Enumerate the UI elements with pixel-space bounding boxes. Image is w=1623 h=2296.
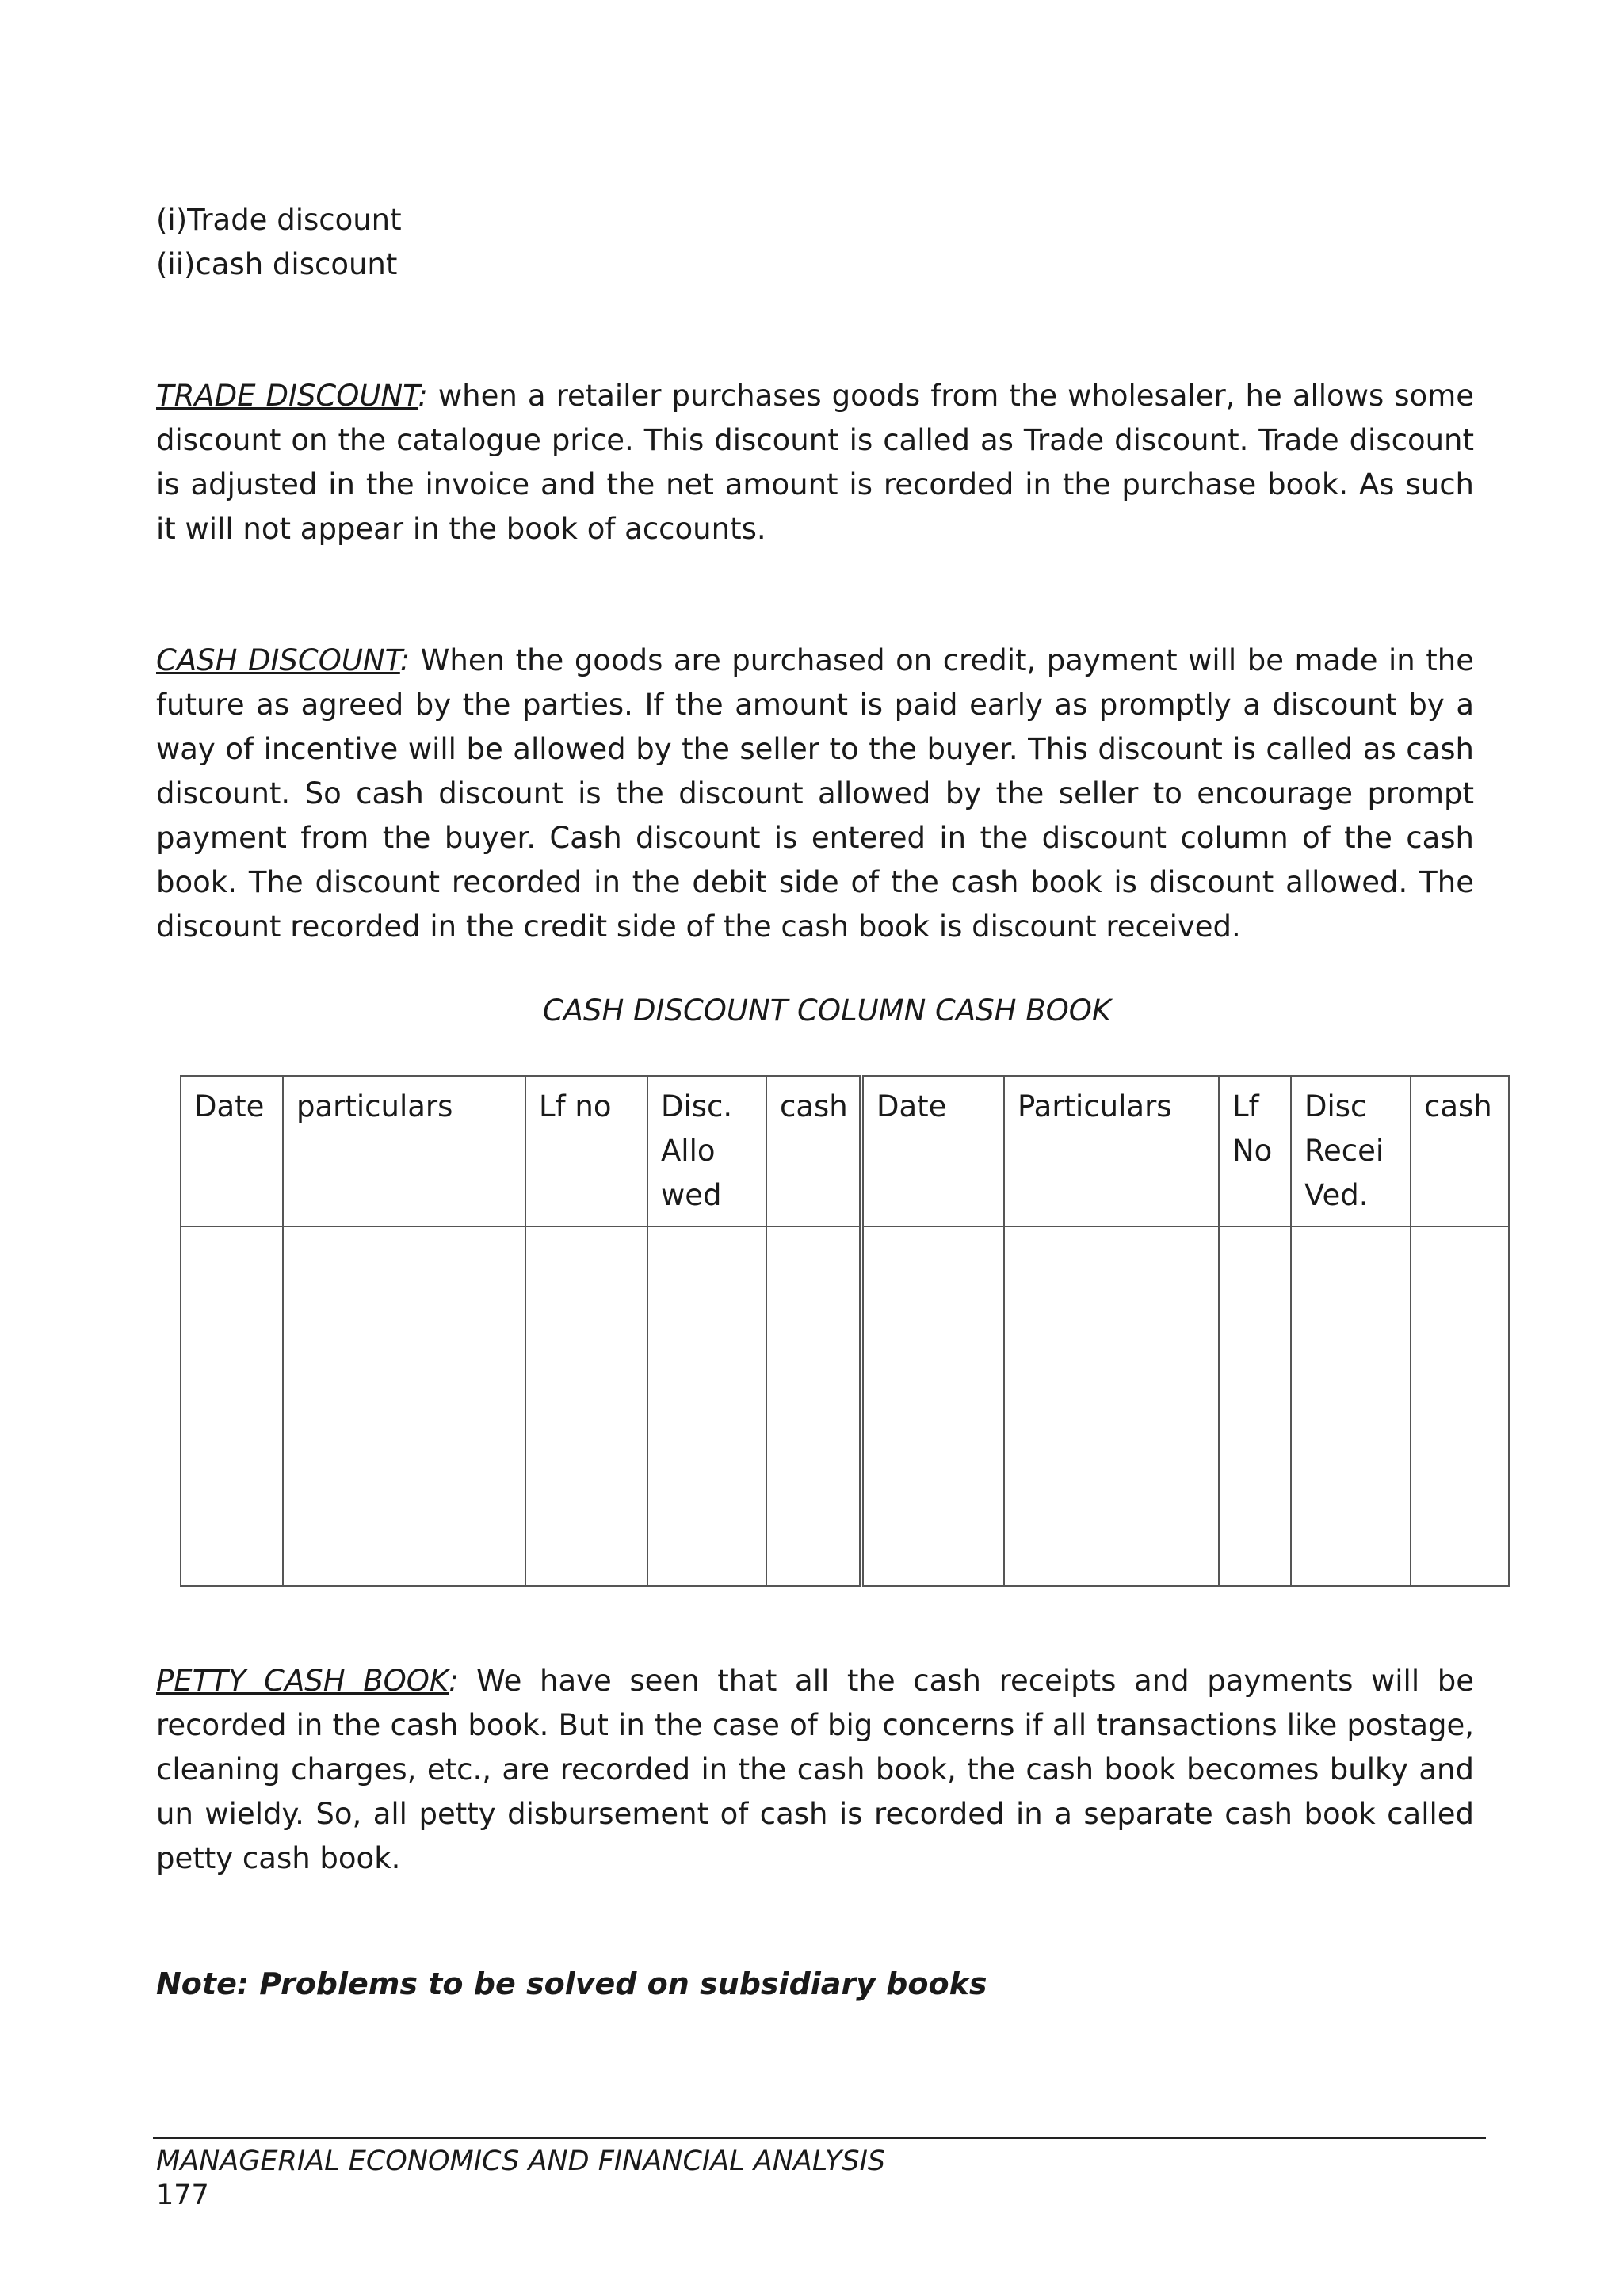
petty-cash-paragraph [156,1659,1474,1881]
trade-discount-body: when a retailer purchases goods from the wholesaler, he allows some discount on the catalogue price. This discount is called as Trade discount. Trade discount is adjusted in the invoice and the net amount is recorded in the purchase book. As such it will not appear in the book of accounts. [156,379,1474,546]
header-particulars-debit: particulars [283,1076,525,1226]
list-item-trade-discount: (i)Trade discount [156,203,402,237]
cell-particulars-credit [1004,1226,1219,1586]
petty-cash-section [156,1659,1474,1881]
note-text: Note: Problems to be solved on subsidiary books [156,1966,987,2001]
cell-discount-received [1291,1226,1411,1586]
table-header-row [181,1076,1509,1226]
cell-lf-credit [1219,1226,1291,1586]
footer-divider [153,2137,1486,2139]
header-cash-credit: cash [1411,1076,1509,1226]
trade-discount-heading: TRADE DISCOUNT [156,379,418,413]
cell-lf-debit [525,1226,647,1586]
cash-discount-heading: CASH DISCOUNT [156,643,400,677]
petty-cash-colon: : [449,1664,459,1698]
trade-discount-colon: : [418,379,428,413]
page-content [156,198,1474,1033]
header-lf-credit: Lf No [1219,1076,1291,1226]
petty-cash-heading: PETTY CASH BOOK [156,1664,449,1698]
trade-discount-paragraph [156,374,1474,551]
cell-date-debit [181,1226,283,1586]
cell-cash-credit [1411,1226,1509,1586]
cash-discount-colon: : [399,643,411,677]
header-discount-received: Disc Recei Ved. [1291,1076,1411,1226]
footer-title: MANAGERIAL ECONOMICS AND FINANCIAL ANALYSIS [156,2145,886,2177]
header-particulars-credit: Particulars [1004,1076,1219,1226]
cell-particulars-debit [283,1226,525,1586]
header-date-credit: Date [861,1076,1004,1226]
header-cash-debit: cash [766,1076,861,1226]
list-item-cash-discount: (ii)cash discount [156,247,398,281]
cash-discount-paragraph [156,639,1474,949]
cash-book-table [180,1075,1510,1587]
header-date-debit: Date [181,1076,283,1226]
header-lf-debit: Lf no [525,1076,647,1226]
cell-discount-allowed [647,1226,766,1586]
cell-date-credit [861,1226,1004,1586]
table-row [181,1226,1509,1586]
table-caption: CASH DISCOUNT COLUMN CASH BOOK [542,994,1112,1028]
page-number: 177 [156,2180,209,2211]
cash-discount-body: When the goods are purchased on credit, payment will be made in the future as agreed by the parties. If the amount is paid early as promptly a discount by a way of incentive will be allowed by the seller to the buyer. This discount is called as cash discount. So cash discount is the discount allowed by the seller to encourage prompt payment from the buyer. Cash discount is entered in the discount column of the cash book. The discount recorded in the debit side of the cash book is discount allowed. The discount recorded in the credit side of the cash book is discount received. [156,643,1474,944]
petty-cash-body: We have seen that all the cash receipts and payments will be recorded in the cash book. But in the case of big concerns if all transactions like postage, cleaning charges, etc., are recorded in the cash book, the cash book becomes bulky and un wieldy. So, all petty disbursement of cash is recorded in a separate cash book called petty cash book. [156,1664,1474,1875]
cell-cash-debit [766,1226,861,1586]
header-discount-allowed: Disc. Allo wed [647,1076,766,1226]
